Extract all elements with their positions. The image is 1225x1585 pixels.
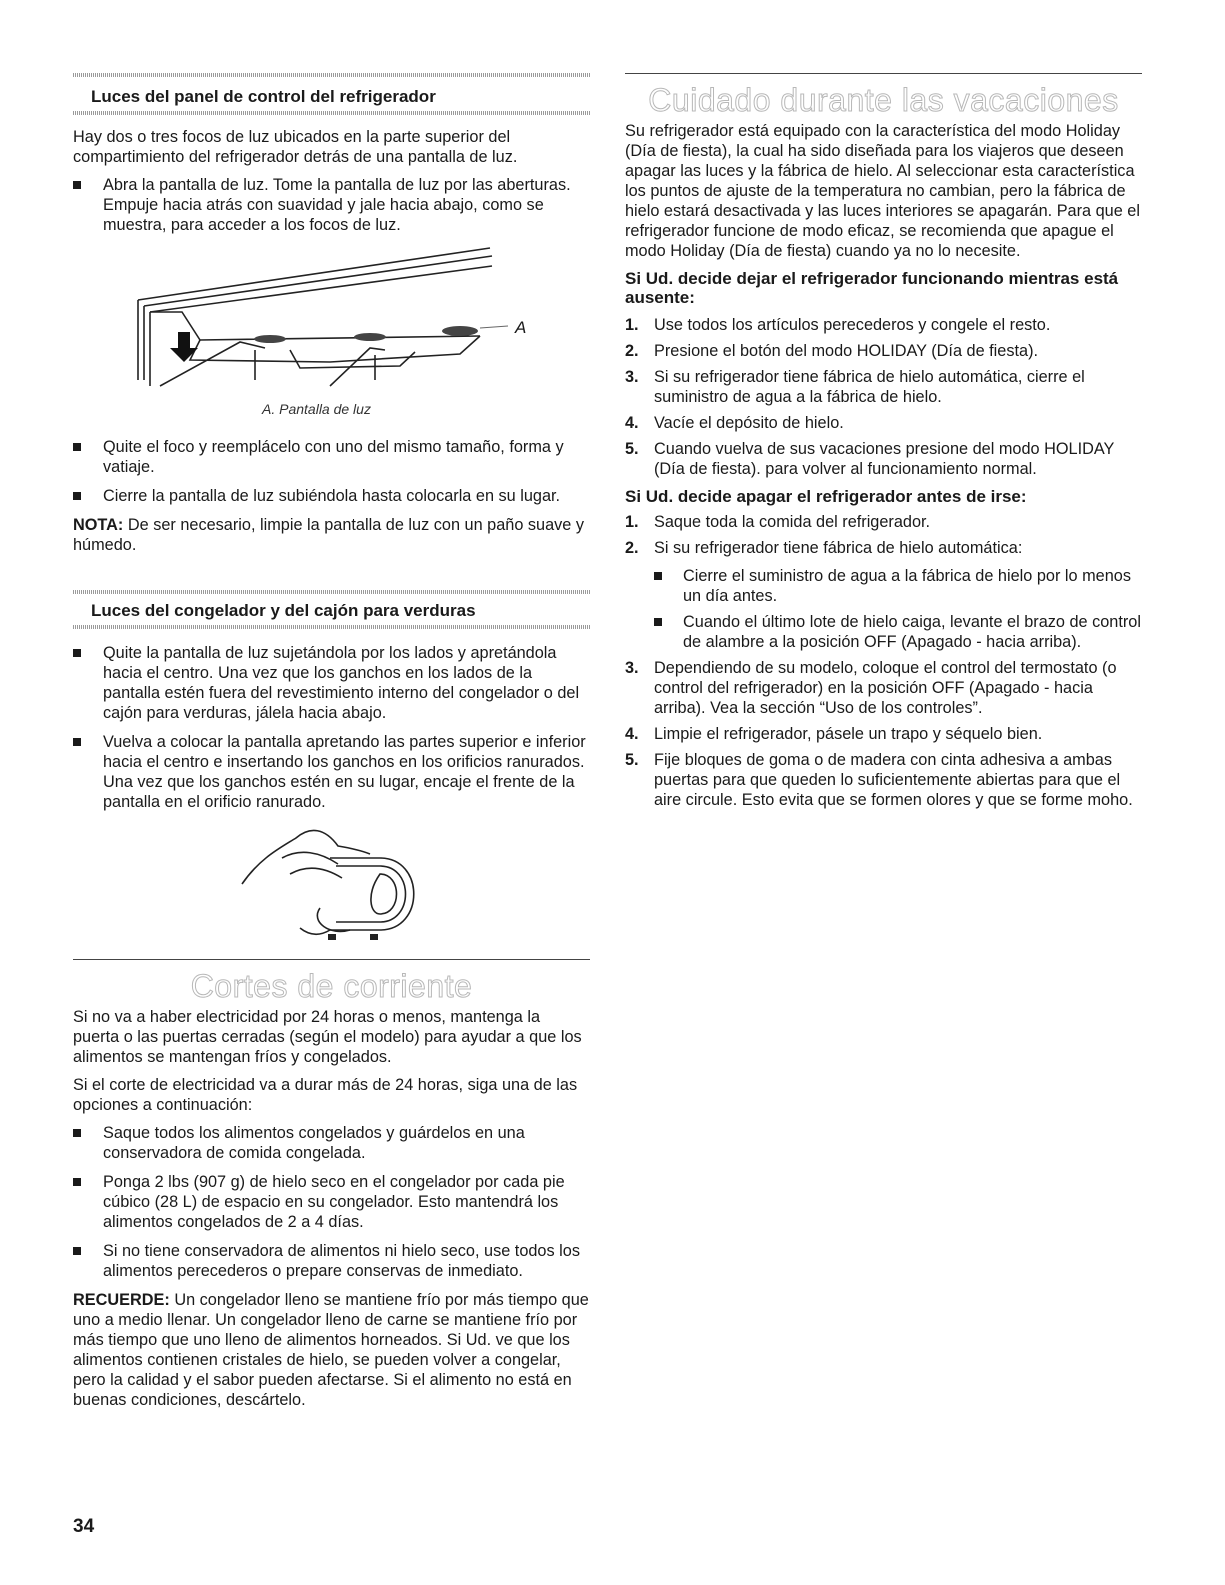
remember-paragraph — [73, 1290, 590, 1410]
step-text: Vacíe el depósito de hielo. — [654, 414, 844, 432]
list-item: Abra la pantalla de luz. Tome la pantalla de luz por las aberturas. Empuje hacia atrás con suavidad y jale hacia abajo, como se muestra, para acceder a los focos de luz. — [73, 175, 590, 235]
step-text: Si su refrigerador tiene fábrica de hielo automática, cierre el suministro de agua a la fábrica de hielo. — [654, 368, 1085, 406]
step-number: 3. — [625, 659, 639, 677]
step-number: 5. — [625, 440, 639, 458]
heading-underline — [73, 625, 590, 629]
step-number: 3. — [625, 368, 639, 386]
step-text: Fije bloques de goma o de madera con cinta adhesiva a ambas puertas para que queden lo suficientemente abiertas para que el aire circule. Esto evita que se formen olores y que se forme moho. — [654, 751, 1133, 809]
step-text: Use todos los artículos perecederos y congele el resto. — [654, 316, 1051, 334]
heading-panel-lights: Luces del panel de control del refrigerador — [91, 87, 436, 106]
vacation-intro: Su refrigerador está equipado con la característica del modo Holiday (Día de fiesta), la cual ha sido diseñada para los viajeros que deseen apagar las luces y la fábrica de hielo. Al seleccionar esta característica los puntos de ajuste de la temperatura no cambian, pero la fábrica de hielo estará desactivada y las luces interiores se apagarán. Para que el refrigerador funcione de modo eficaz, se recomienda que apague el modo Holiday (Día de fiesta) cuando ya no lo necesite. — [625, 122, 1140, 260]
list-item: Cuando el último lote de hielo caiga, levante el brazo de control de alambre a la posición OFF (Apagado - hacia arriba). — [654, 612, 1142, 652]
remember-label: RECUERDE: — [73, 1291, 170, 1309]
step-number: 4. — [625, 414, 639, 432]
section-divider-solid-right — [625, 73, 1142, 74]
step-text: Presione el botón del modo HOLIDAY (Día de fiesta). — [654, 342, 1039, 360]
panel-lights-intro: Hay dos o tres focos de luz ubicados en la parte superior del compartimiento del refrigerador detrás de una pantalla de luz. — [73, 128, 518, 166]
list-item: Cierre el suministro de agua a la fábrica de hielo por lo menos un día antes. — [654, 566, 1142, 606]
heading-vacation: Cuidado durante las vacaciones — [648, 82, 1119, 118]
page-number: 34 — [73, 1516, 95, 1537]
list-item: Vuelva a colocar la pantalla apretando las partes superior e inferior hacia el centro e insertando los ganchos en los orificios ranurados. Una vez que los ganchos estén en su lugar, encaje el frente de la pantalla en el orificio ranurado. — [73, 732, 590, 812]
list-item — [625, 413, 1142, 433]
step-number: 4. — [625, 725, 639, 743]
heading-turn-off: Si Ud. decide apagar el refrigerador antes de irse: — [625, 487, 1027, 506]
step-number: 1. — [625, 316, 639, 334]
note-label: NOTA: — [73, 516, 124, 534]
section-divider-solid — [73, 959, 590, 960]
remember-text: Un congelador lleno se mantiene frío por más tiempo que uno a medio llenar. Un congelador lleno de carne se mantiene frío por más tiempo que uno lleno de alimentos horneados. Si Ud. ve que los alimentos contienen cristales de hielo, se pueden volver a congelar, pero la calidad y el sabor pueden afectarse. Si el alimento no está en buenas condiciones, descártelo. — [73, 1291, 589, 1409]
list-item — [625, 341, 1142, 361]
figure-label-a: A — [515, 318, 527, 337]
light-shield-illustration — [130, 240, 550, 400]
heading-running: Si Ud. decide dejar el refrigerador funcionando mientras está ausente: — [625, 269, 1119, 307]
list-item — [625, 439, 1142, 479]
list-item — [625, 538, 1142, 652]
section-divider — [73, 590, 590, 594]
list-item — [625, 658, 1142, 718]
list-item: Quite la pantalla de luz sujetándola por los lados y apretándola hacia el centro. Una vez que los ganchos en los lados de la pantalla estén fuera del revestimiento interno del congelador o del cajón para verduras, jálela hacia abajo. — [73, 643, 590, 723]
heading-underline — [73, 111, 590, 115]
step-number: 1. — [625, 513, 639, 531]
step-text: Dependiendo de su modelo, coloque el control del termostato (o control del refrigerador) en la posición OFF (Apagado - hacia arriba). Vea la sección “Uso de los controles”. — [654, 659, 1117, 717]
step-text: Cuando vuelva de sus vacaciones presione del modo HOLIDAY (Día de fiesta). para volver al funcionamiento normal. — [654, 440, 1115, 478]
list-item: Quite el foco y reemplácelo con uno del mismo tamaño, forma y vatiaje. — [73, 437, 590, 477]
list-item — [625, 512, 1142, 532]
heading-power-outages: Cortes de corriente — [190, 968, 473, 1004]
outages-body — [73, 1007, 590, 1410]
list-item — [625, 367, 1142, 407]
list-item — [625, 750, 1142, 810]
list-item: Ponga 2 lbs (907 g) de hielo seco en el congelador por cada pie cúbico (28 L) de espacio en su congelador. Esto mantendrá los alimentos congelados de 2 a 4 días. — [73, 1172, 590, 1232]
vacation-body — [625, 121, 1142, 816]
list-item: Si no tiene conservadora de alimentos ni hielo seco, use todos los alimentos perecederos o prepare conservas de inmediato. — [73, 1241, 590, 1281]
figure-caption: A. Pantalla de luz — [262, 401, 371, 417]
section-divider-top-left — [73, 73, 590, 77]
list-item: Cierre la pantalla de luz subiéndola hasta colocarla en su lugar. — [73, 486, 590, 506]
freezer-lights-body — [73, 643, 590, 821]
step-text: Si su refrigerador tiene fábrica de hielo automática: — [654, 539, 1023, 557]
step-number: 2. — [625, 342, 639, 360]
note-paragraph — [73, 515, 590, 555]
panel-lights-body — [73, 127, 590, 244]
list-item — [625, 724, 1142, 744]
step-text: Limpie el refrigerador, pásele un trapo y séquelo bien. — [654, 725, 1043, 743]
list-item — [625, 315, 1142, 335]
note-text: De ser necesario, limpie la pantalla de luz con un paño suave y húmedo. — [73, 516, 585, 554]
step-number: 2. — [625, 539, 639, 557]
list-item: Saque todos los alimentos congelados y guárdelos en una conservadora de comida congelada. — [73, 1123, 590, 1163]
outages-p1: Si no va a haber electricidad por 24 horas o menos, mantenga la puerta o las puertas cerradas (según el modelo) para ayudar a que los alimentos se mantengan fríos y congelados. — [73, 1008, 582, 1066]
outages-p2: Si el corte de electricidad va a durar más de 24 horas, siga una de las opciones a continuación: — [73, 1076, 578, 1114]
step-number: 5. — [625, 751, 639, 769]
heading-freezer-lights: Luces del congelador y del cajón para verduras — [91, 601, 476, 620]
panel-lights-more — [73, 437, 590, 555]
freezer-light-illustration — [230, 818, 430, 946]
step-text: Saque toda la comida del refrigerador. — [654, 513, 931, 531]
